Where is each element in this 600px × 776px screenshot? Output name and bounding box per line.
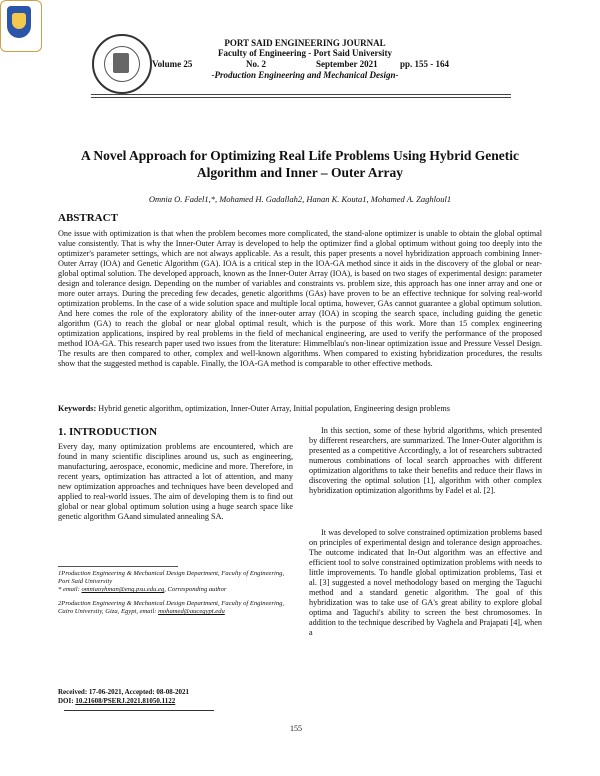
footnote-2-affiliation: 2Production Engineering & Mechanical Design Department, Faculty of Engineering, Cairo University, Giza, Egypt, email: <box>58 600 285 615</box>
footnote-1-suffix: , Corresponding author <box>164 586 227 593</box>
abstract-heading: ABSTRACT <box>58 212 118 224</box>
footnote-rule <box>58 566 178 567</box>
abstract-text: One issue with optimization is that when the problem becomes more complicated, the stand-alone optimizer is unable to obtain the global optimal value consistently. That is why the Inner-Outer Array is developed to help the optimizer find a global optimum without going too deeply into the optimizer's parameter settings, which are not always applicable. As a result, this paper presents a novel hybridization approach combining Inner-Outer Array (IOA) and Genetic Algorithm (GA). IOA is a critical step in the IOA-GA method since it aids in the discovery of the global or near-global optimal solution. The developed approach, known as the Inner-Outer Array (IOA), is based on two stages of experimental design: parameter design and tolerance design. Depending on the number of variables and constraints vs. problem size, this approach has one inner array and one or more outer arrays. During the preceding few decades, genetic algorithms (GAs) have proven to be an effective technique for solving real-world optimization problems. In the case of a wide solution space and multiple local optima, however, GAs cannot guarantee a global optimum solution. And here comes the role of the exploratory ability of the inner-outer array (IOA) in scoping the search space, including guiding the genetic algorithm (GA) to reach the global or near global optimal result, which is the purpose of this work. More than 15 complex engineering optimization applications, inspired by real problems in the field of mechanical engineering, are used to verify the performance of the proposed method IOA-GA. This research paper used two issues from the literature: Himmelblau's non-linear optimization issue and Pressure Vessel Design. The results are then compared to other, complex and well-known algorithms. When compared to existing hybridization procedures, the results show that the suggested method is capable. Finally, the IOA-GA method is comparable to other effective methods. <box>58 229 542 368</box>
author-list: Omnia O. Fadel1,*, Mohamed H. Gadallah2, Hanan K. Kouta1, Mohamed A. Zaghloul1 <box>148 194 452 204</box>
port-said-university-seal <box>92 34 152 94</box>
footnote-1-email-label: * email: <box>58 586 80 593</box>
footnote-2 <box>58 600 293 616</box>
issue-date: September 2021 <box>316 59 378 69</box>
issue-number: No. 2 <box>246 59 266 69</box>
keywords-text: Hybrid genetic algorithm, optimization, Inner-Outer Array, Initial population, Engineering design problems <box>98 404 450 413</box>
faculty-name: Faculty of Engineering - Port Said University <box>218 48 392 58</box>
received-dates: Received: 17-06-2021, Accepted: 08-08-2021 <box>58 688 190 696</box>
keywords-label: Keywords: <box>58 404 97 413</box>
footer-rule <box>64 710 214 711</box>
keywords <box>58 404 542 413</box>
introduction-right-paragraph-1: In this section, some of these hybrid algorithms, which presented by different researchers, are summarized. The Inner-Outer algorithm is presented as a competitive Accordingly, a lot of researchers subtracted numerous combinations of local search approaches with different optimization algorithms to take their benefits and reduce their flaws in discovering the optimal solution [1], algorithm with other complex hybridization optimization algorithms by Fadel et al. [2]. <box>309 426 542 495</box>
doi-label: DOI: <box>58 697 74 705</box>
journal-name: PORT SAID ENGINEERING JOURNAL <box>224 38 386 48</box>
journal-section: -Production Engineering and Mechanical Design- <box>211 70 399 80</box>
footnote-2-email[interactable]: mohamed@aucegypt.edu <box>158 608 225 615</box>
introduction-heading: 1. INTRODUCTION <box>58 426 158 438</box>
volume: Volume 25 <box>152 59 193 69</box>
header-rule-2 <box>91 97 511 98</box>
footnote-1-email[interactable]: omniaoyhman@eng.psu.edu.eg <box>81 586 165 593</box>
paper-title: A Novel Approach for Optimizing Real Life Problems Using Hybrid Genetic Algorithm and Inner – Outer Array <box>81 148 519 180</box>
page-number: 155 <box>290 724 302 733</box>
doi-link[interactable]: 10.21608/PSERJ.2021.81050.1122 <box>75 697 176 705</box>
introduction-left-text: Every day, many optimization problems are encountered, which are found in many scientific disciplines around us, such as engineering, manufacturing, aerospace, economic, medicine and more. Therefore, in recent years, optimization has attracted a lot of attention, and many new optimization approaches and techniques have been developed and applied to real-world issues. The aim of developing them is to find out global or near global optimum solution using a huge search space like genetic algorithm GAand simulated annealing SA. <box>58 442 293 521</box>
introduction-right-paragraph-2: It was developed to solve constrained optimization problems based on principles of experimental design and tolerance design approaches. The outcome indicated that In-Out algorithm was an effective and efficient tool to solve constrained optimization problems with needs to little improvements. To handle global optimization problems, Tasi et al. [3] suggested a novel methodology based on merging the Taguchi method and a standard genetic algorithm. The goal of this hybridization was to take use of GA's great ability to explore global optima and Taguchi's ability to screen the best chromosomes. In addition to the technique described by Vaghela and Prajapati [4], when a <box>309 528 542 637</box>
faculty-emblem <box>0 0 42 52</box>
received-accepted-info <box>58 688 189 706</box>
footnote-1-affiliation: 1Production Engineering & Mechanical Design Department, Faculty of Engineering, Port Said University <box>58 570 285 585</box>
page-range: pp. 155 - 164 <box>400 59 450 69</box>
header-rule <box>91 94 511 95</box>
footnote-1 <box>58 570 293 594</box>
